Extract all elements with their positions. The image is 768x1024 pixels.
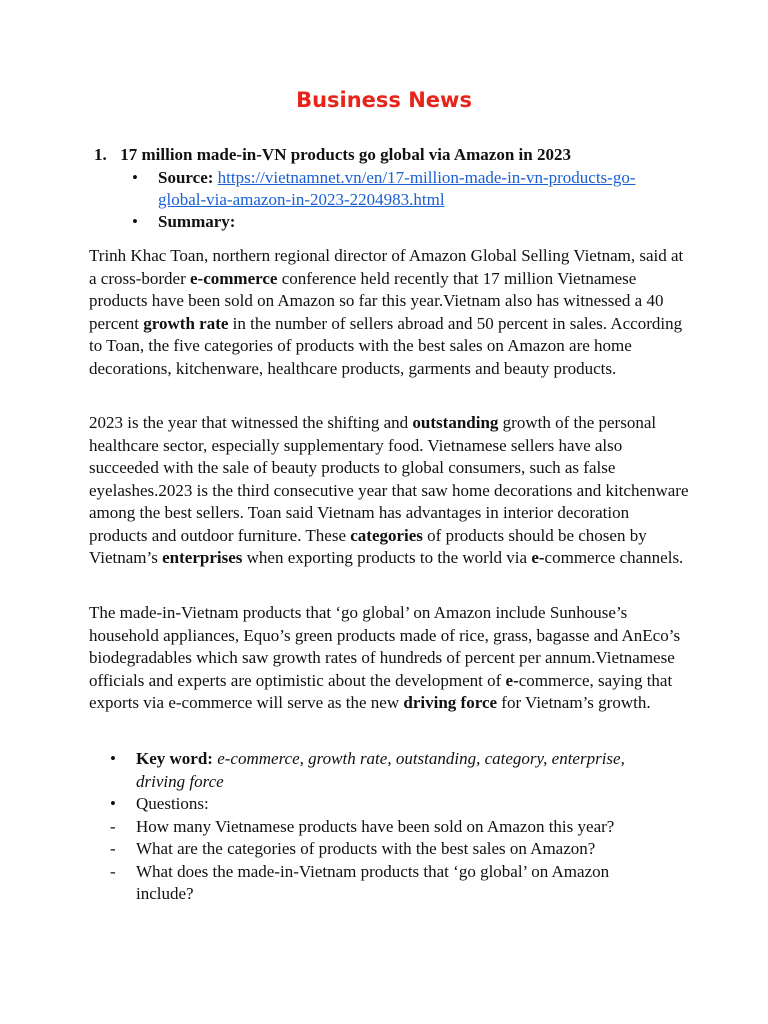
page-title: Business News	[296, 88, 472, 112]
dash-icon: -	[110, 816, 116, 836]
summary-paragraph-2	[89, 412, 689, 570]
keywords-label: Key word:	[136, 749, 213, 768]
article-heading	[94, 144, 714, 166]
article-headline: 17 million made-in-VN products go global via Amazon in 2023	[120, 145, 571, 164]
question-text: How many Vietnamese products have been sold on Amazon this year?	[136, 816, 615, 836]
question-text: What does the made-in-Vietnam products that ‘go global’ on Amazon include?	[136, 861, 610, 903]
question-item	[110, 816, 670, 839]
article-number: 1.	[94, 145, 107, 164]
questions-label: Questions:	[136, 794, 209, 813]
bullet-icon: •	[110, 794, 116, 813]
p1-text-a: Trinh Khac Toan, northern regional director of Amazon Global Selling Vietnam, said at a cross-border	[89, 246, 684, 288]
p2-text-a: 2023 is the year that witnessed the shifting and	[89, 413, 413, 432]
dash-icon: -	[110, 861, 116, 881]
p1-bold-ecommerce: e-commerce	[190, 268, 278, 288]
p2-text-f: commerce channels.	[544, 548, 684, 567]
questions-item	[110, 793, 670, 816]
p1-text-c: conference held recently that 17 million Vietnamese products have been sold on Amazon so far this year.Vietnam also has witnessed a 40 percent	[89, 268, 664, 333]
p1-text-d: in the number of sellers abroad and 50 percent in sales. According to Toan, the five categories of products with the best sales on Amazon are home decorations, kitchenware, healthcare products, garments and beauty products.	[89, 313, 683, 378]
summary-label: Summary:	[158, 212, 236, 231]
p3-text-d: for Vietnam’s growth.	[497, 693, 651, 712]
dash-icon: -	[110, 839, 116, 858]
summary-paragraph-3	[89, 602, 689, 715]
source-link-line-2: global-via-amazon-in-2023-2204983.html	[158, 190, 445, 209]
bullet-icon: •	[132, 212, 138, 231]
p3-bold-e: e-	[505, 670, 519, 690]
source-label: Source:	[158, 168, 214, 187]
bullet-icon: •	[110, 749, 116, 768]
keywords-list: e-commerce, growth rate, outstanding, category, enterprise, driving force	[136, 749, 625, 791]
p3-bold-driving-force: driving force	[403, 693, 498, 712]
source-item	[132, 167, 692, 211]
p3-text-a: The made-in-Vietnam products that ‘go global’ on Amazon include Sunhouse’s household appliances, Equo’s green products made of rice, grass, bagasse and AnEco’s biodegradables which saw growth rates of hundreds of percent per annum.Vietnamese officials and experts are optimistic about the development of	[89, 603, 681, 690]
exercise-list	[110, 748, 670, 906]
question-item	[110, 861, 670, 906]
p2-bold-outstanding: outstanding	[412, 413, 499, 432]
question-text: What are the categories of products with the best sales on Amazon?	[136, 839, 596, 858]
summary-item	[132, 211, 692, 233]
p1-bold-growth-rate: growth rate	[143, 313, 229, 333]
p2-bold-e: e-	[531, 548, 545, 567]
summary-paragraph-1	[89, 245, 689, 380]
bullet-icon: •	[132, 168, 138, 187]
question-item	[110, 838, 670, 861]
p2-bold-categories: categories	[350, 525, 423, 545]
p3-text-c: commerce, saying that exports via e-commerce will serve as the new	[89, 670, 673, 712]
source-link[interactable]	[158, 168, 635, 209]
p2-text-e: when exporting products to the world via	[242, 548, 532, 567]
source-link-line-1: https://vietnamnet.vn/en/17-million-made-in-vn-products-go-	[217, 168, 636, 187]
article-meta-list	[132, 167, 692, 233]
p2-bold-enterprises: enterprises	[162, 548, 243, 567]
p2-text-c: growth of the personal healthcare sector, especially supplementary food. Vietnamese sellers have also succeeded with the sale of beauty products to global consumers, such as false eyelashes.2023 is the third consecutive year that saw home decorations and kitchenware among the best sellers. Toan said Vietnam has advantages in interior decoration products and outdoor furniture. These	[89, 413, 689, 545]
keywords-item	[110, 748, 670, 793]
p2-text-d: of products should be chosen by Vietnam’s	[89, 525, 647, 567]
